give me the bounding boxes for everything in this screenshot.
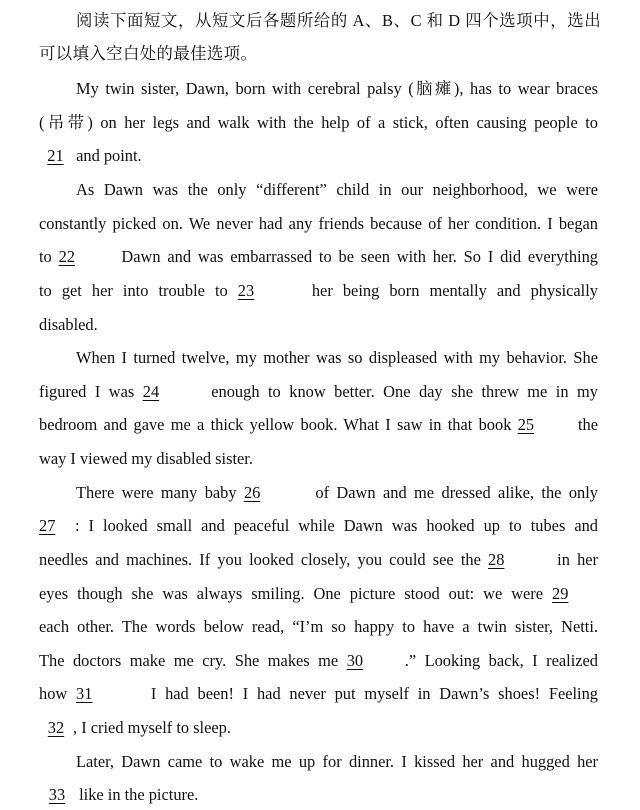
passage-line: eyes though she was always smiling. One picture stood out: we were 29	[39, 584, 598, 604]
instruction-line	[0, 11, 601, 31]
passage-line: My twin sister, Dawn, born with cerebral palsy (脑瘫), has to wear braces	[76, 79, 598, 98]
passage-line: When I turned twelve, my mother was so displeased with my behavior. She	[76, 348, 598, 367]
instruction-line	[39, 44, 599, 64]
passage-line: 21 and point.	[39, 146, 598, 166]
passage-line: disabled.	[39, 315, 98, 334]
passage-line: bedroom and gave me a thick yellow book. What I saw in that book 25 the	[39, 415, 598, 434]
passage-line: each other. The words below read, “I’m so happy to have a twin sister, Netti.	[39, 617, 598, 636]
blank-29: 29	[552, 584, 569, 603]
instruction-text: 阅读下面短文，从短文后各题所给的 A、B、C 和 D 四个选项中，选出	[76, 11, 601, 30]
blank-22: 22	[58, 247, 75, 266]
blank-31: 31	[76, 684, 93, 703]
passage-line: 32 , I cried myself to sleep.	[39, 718, 598, 738]
blank-28: 28	[488, 550, 505, 569]
blank-25: 25	[517, 415, 535, 434]
passage-line: As Dawn was the only “different” child in our neighborhood, we were	[76, 180, 598, 199]
blank-32: 32	[47, 718, 65, 737]
passage-line: how 31 I had been! I had never put myself in Dawn’s shoes! Feeling	[39, 684, 598, 703]
passage-line: to get her into trouble to 23 her being born mentally and physically	[39, 281, 598, 300]
passage-line: to 22 Dawn and was embarrassed to be seen with her. So I did everything	[39, 247, 598, 266]
blank-33: 33	[48, 785, 66, 804]
passage-line: 27 : I looked small and peaceful while Dawn was hooked up to tubes and	[39, 516, 598, 535]
blank-21: 21	[47, 146, 64, 165]
blank-27: 27	[39, 516, 56, 535]
blank-30: 30	[346, 651, 364, 670]
blank-23: 23	[237, 281, 255, 300]
passage-line: way I viewed my disabled sister.	[39, 449, 253, 468]
instruction-text: 可以填入空白处的最佳选项。	[39, 44, 258, 63]
passage-line: needles and machines. If you looked closely, you could see the 28 in her	[39, 550, 598, 569]
blank-26: 26	[243, 483, 261, 502]
passage-line: 33 like in the picture.	[39, 785, 598, 805]
passage-line: There were many baby 26 of Dawn and me dressed alike, the only	[76, 483, 598, 502]
passage-line: The doctors make me cry. She makes me 30 .” Looking back, I realized	[39, 651, 598, 670]
blank-24: 24	[142, 382, 160, 401]
passage-line: constantly picked on. We never had any friends because of her condition. I began	[39, 214, 598, 233]
passage-line: (吊带) on her legs and walk with the help of a stick, often causing people to	[39, 113, 598, 132]
passage-line: Later, Dawn came to wake me up for dinner. I kissed her and hugged her	[76, 752, 598, 771]
passage-line: figured I was 24 enough to know better. One day she threw me in my	[39, 382, 598, 401]
